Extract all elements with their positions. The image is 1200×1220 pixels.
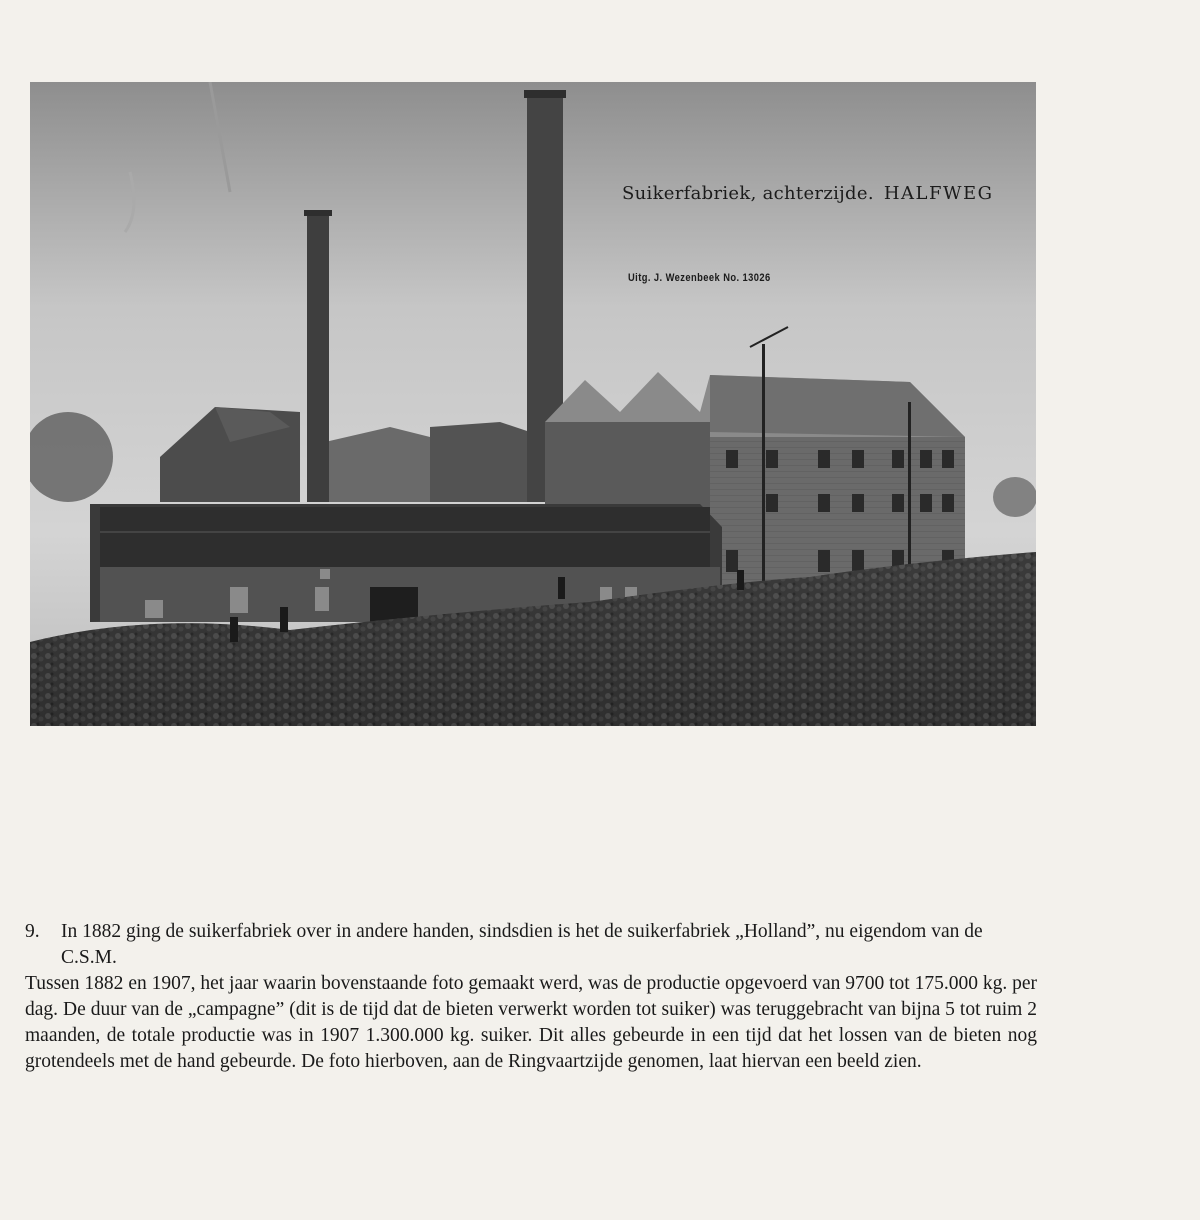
photo-caption-text: Suikerfabriek, achterzijde. — [622, 183, 874, 204]
numbered-item — [25, 919, 1037, 971]
description-paragraph: Tussen 1882 en 1907, het jaar waarin bovenstaande foto gemaakt werd, was de productie opgevoerd van 9700 tot 175.000 kg. per dag. De duur van de „campagne” (dit is de tijd dat de bieten verwerkt worden tot suiker) was teruggebracht van bijna 5 tot ruim 2 maanden, de totale productie was in 1907 1.300.000 kg. suiker. Dit alles gebeurde in een tijd dat het lossen van de bieten nog grotendeels met de hand gebeurde. De foto hierboven, aan de Ringvaartzijde genomen, laat hiervan een beeld zien. — [25, 973, 1037, 1072]
factory-photo — [30, 82, 1036, 726]
photo-caption — [622, 183, 994, 204]
photo-publisher: Uitg. J. Wezenbeek No. 13026 — [628, 272, 771, 284]
photo-caption-place: HALFWEG — [883, 183, 994, 204]
item-number: 9. — [25, 921, 40, 942]
item-body: In 1882 ging de suikerfabriek over in andere handen, sindsdien is het de suikerfabriek „Holland”, nu eigendom van de C.S.M. — [61, 921, 983, 968]
factory-photo-image — [30, 82, 1036, 726]
caption-text-block — [25, 919, 1037, 1075]
